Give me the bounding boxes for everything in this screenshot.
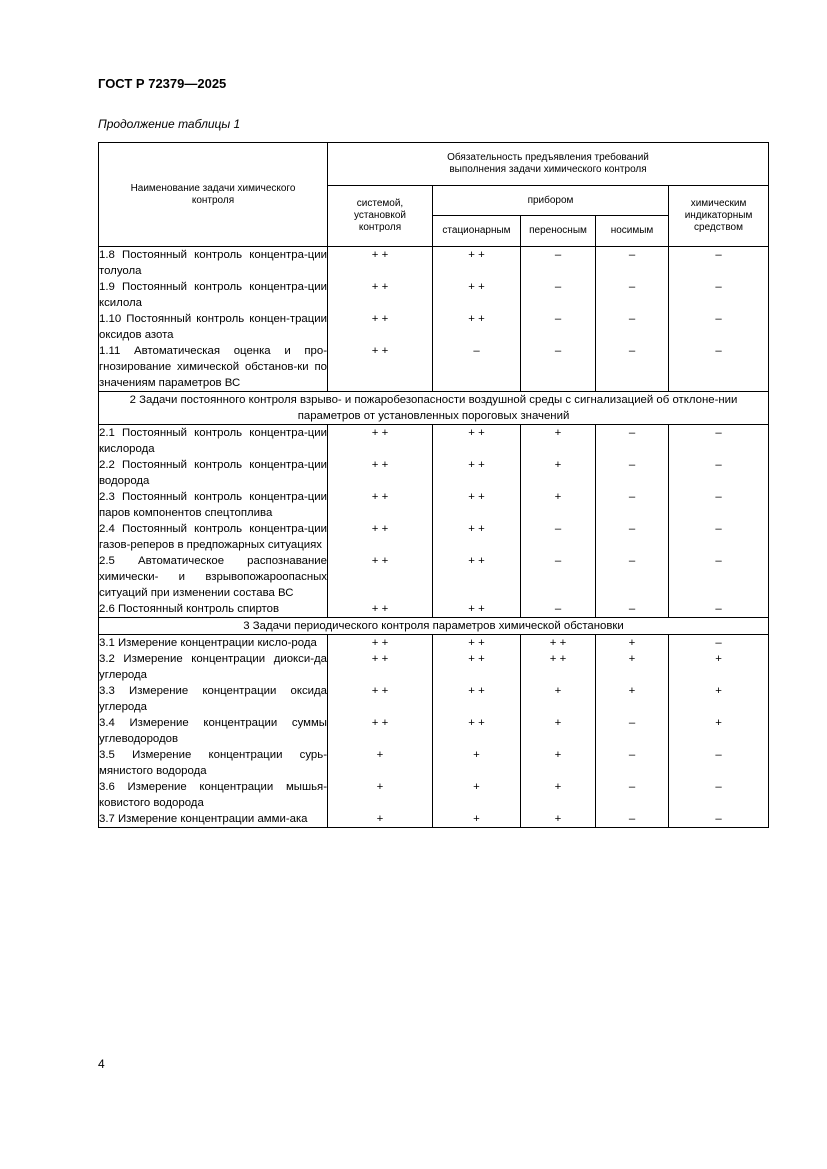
requirement-cell: –	[669, 521, 769, 553]
table-row	[99, 683, 769, 715]
requirement-cell: + +	[433, 521, 521, 553]
requirement-cell: +	[433, 747, 521, 779]
requirement-cell: +	[669, 651, 769, 683]
requirement-cell: + +	[328, 715, 433, 747]
requirement-cell: + +	[328, 683, 433, 715]
requirement-cell: –	[521, 247, 596, 280]
requirement-cell: +	[521, 747, 596, 779]
requirement-cell: + +	[521, 651, 596, 683]
requirement-cell: + +	[328, 635, 433, 652]
table-row	[99, 635, 769, 652]
section-title: 3 Задачи периодического контроля параметров химической обстановки	[99, 618, 769, 635]
requirement-cell: + +	[328, 489, 433, 521]
requirement-cell: –	[669, 747, 769, 779]
task-name-cell: 3.5 Измерение концентрации сурь-мянистого водорода	[99, 749, 327, 777]
requirement-cell: –	[521, 521, 596, 553]
table-row	[99, 715, 769, 747]
task-name-cell: 2.3 Постоянный контроль концентра-ции паров компонентов спецтоплива	[99, 491, 327, 519]
requirement-cell: –	[596, 747, 669, 779]
requirement-cell: –	[596, 247, 669, 280]
requirement-cell: –	[596, 457, 669, 489]
table-row	[99, 747, 769, 779]
requirement-cell: + +	[328, 521, 433, 553]
requirement-cell: –	[521, 343, 596, 392]
requirement-cell: +	[521, 779, 596, 811]
table-row	[99, 343, 769, 392]
requirement-cell: –	[596, 601, 669, 618]
task-name-cell: 2.6 Постоянный контроль спиртов	[99, 601, 328, 618]
requirement-cell: –	[669, 635, 769, 652]
table-row	[99, 489, 769, 521]
requirement-cell: –	[433, 343, 521, 392]
task-name-cell: 3.7 Измерение концентрации амми-ака	[99, 811, 328, 828]
requirement-cell: + +	[328, 311, 433, 343]
requirement-cell: + +	[433, 489, 521, 521]
table-row	[99, 553, 769, 601]
task-name-cell: 1.9 Постоянный контроль концентра-ции ксилола	[99, 281, 327, 309]
col-header-system: системой, установкой контроля	[328, 186, 433, 247]
task-name-cell: 2.2 Постоянный контроль концентра-ции водорода	[99, 459, 327, 487]
table-row	[99, 425, 769, 458]
requirement-cell: –	[669, 425, 769, 458]
requirement-cell: –	[669, 779, 769, 811]
requirement-cell: + +	[328, 279, 433, 311]
col-header-portable: переносным	[521, 216, 596, 247]
table-row	[99, 601, 769, 618]
table-row	[99, 247, 769, 280]
requirement-cell: –	[521, 311, 596, 343]
requirement-cell: –	[669, 601, 769, 618]
table-row	[99, 457, 769, 489]
requirement-cell: + +	[328, 553, 433, 601]
requirement-cell: +	[521, 457, 596, 489]
task-name-cell: 3.6 Измерение концентрации мышья-ковистого водорода	[99, 781, 327, 809]
requirement-cell: +	[521, 715, 596, 747]
task-name-cell: 1.8 Постоянный контроль концентра-ции толуола	[99, 247, 328, 280]
table-row	[99, 779, 769, 811]
requirement-cell: –	[669, 311, 769, 343]
requirement-cell: + +	[328, 247, 433, 280]
requirement-cell: + +	[433, 311, 521, 343]
requirement-cell: –	[596, 311, 669, 343]
requirement-cell: +	[596, 683, 669, 715]
task-name-cell: 2.5 Автоматическое распознавание химически- и взрывопожароопасных ситуаций при изменении состава ВС	[99, 555, 327, 599]
requirement-cell: –	[596, 715, 669, 747]
requirement-cell: –	[669, 553, 769, 601]
requirement-cell: + +	[433, 247, 521, 280]
task-name-cell: 3.3 Измерение концентрации оксида углерода	[99, 685, 327, 713]
table-row	[99, 311, 769, 343]
table-row	[99, 279, 769, 311]
task-name-cell: 3.1 Измерение концентрации кисло-рода	[99, 635, 328, 652]
requirement-cell: +	[669, 715, 769, 747]
col-header-stationary: стационарным	[433, 216, 521, 247]
requirement-cell: + +	[328, 343, 433, 392]
requirement-cell: + +	[328, 651, 433, 683]
requirement-cell: +	[328, 811, 433, 828]
requirement-cell: +	[328, 747, 433, 779]
col-header-obligation: Обязательность предъявления требований выполнения задачи химического контроля	[328, 143, 769, 186]
requirement-cell: + +	[433, 715, 521, 747]
task-name-cell: 1.10 Постоянный контроль концен-трации оксидов азота	[99, 313, 327, 341]
requirement-cell: + +	[433, 279, 521, 311]
requirement-cell: + +	[328, 425, 433, 458]
requirement-cell: –	[521, 279, 596, 311]
requirement-cell: +	[521, 683, 596, 715]
requirement-cell: –	[669, 811, 769, 828]
requirement-cell: + +	[433, 425, 521, 458]
requirement-cell: + +	[433, 601, 521, 618]
task-name-cell: 3.4 Измерение концентрации суммы углеводородов	[99, 717, 327, 745]
requirement-cell: –	[596, 343, 669, 392]
requirements-table	[98, 142, 769, 828]
requirement-cell: –	[596, 489, 669, 521]
section-title: 2 Задачи постоянного контроля взрыво- и пожаробезопасности воздушной среды с сигнализацией об отклоне-нии параметров от установленных пороговых значений	[99, 392, 769, 425]
requirement-cell: –	[669, 247, 769, 280]
requirement-cell: –	[521, 601, 596, 618]
col-header-wearable: носимым	[596, 216, 669, 247]
requirement-cell: –	[596, 521, 669, 553]
requirement-cell: + +	[433, 683, 521, 715]
requirement-cell: +	[596, 635, 669, 652]
requirement-cell: + +	[433, 457, 521, 489]
section-row	[99, 618, 769, 635]
requirement-cell: –	[521, 553, 596, 601]
task-name-cell: 2.4 Постоянный контроль концентра-ции газов-реперов в предпожарных ситуациях	[99, 523, 327, 551]
task-name-cell: 3.2 Измерение концентрации диокси-да углерода	[99, 653, 327, 681]
table-row	[99, 521, 769, 553]
col-header-task-name: Наименование задачи химического контроля	[99, 143, 328, 247]
table-caption: Продолжение таблицы 1	[98, 117, 241, 131]
requirement-cell: + +	[521, 635, 596, 652]
requirement-cell: –	[669, 343, 769, 392]
requirement-cell: –	[596, 279, 669, 311]
requirement-cell: +	[521, 425, 596, 458]
task-name-cell: 2.1 Постоянный контроль концентра-ции кислорода	[99, 425, 328, 458]
document-title: ГОСТ Р 72379—2025	[98, 76, 227, 91]
requirement-cell: +	[521, 811, 596, 828]
requirement-cell: +	[669, 683, 769, 715]
requirement-cell: –	[669, 457, 769, 489]
requirement-cell: + +	[328, 601, 433, 618]
requirement-cell: +	[596, 651, 669, 683]
requirement-cell: +	[433, 779, 521, 811]
requirement-cell: +	[521, 489, 596, 521]
requirement-cell: –	[596, 425, 669, 458]
col-header-device: прибором	[433, 186, 669, 216]
requirement-cell: –	[596, 553, 669, 601]
requirement-cell: –	[596, 811, 669, 828]
task-name-cell: 1.11 Автоматическая оценка и про-гнозирование химической обстанов-ки по значениям параметров ВС	[99, 343, 328, 392]
requirement-cell: + +	[433, 651, 521, 683]
requirement-cell: –	[596, 779, 669, 811]
table-row	[99, 651, 769, 683]
col-header-indicator: химическим индикаторным средством	[669, 186, 769, 247]
requirement-cell: + +	[433, 553, 521, 601]
requirement-cell: + +	[433, 635, 521, 652]
page-number: 4	[98, 1057, 105, 1071]
table-row	[99, 811, 769, 828]
requirement-cell: –	[669, 279, 769, 311]
section-row	[99, 392, 769, 425]
requirement-cell: + +	[328, 457, 433, 489]
requirement-cell: –	[669, 489, 769, 521]
requirement-cell: +	[433, 811, 521, 828]
requirement-cell: +	[328, 779, 433, 811]
